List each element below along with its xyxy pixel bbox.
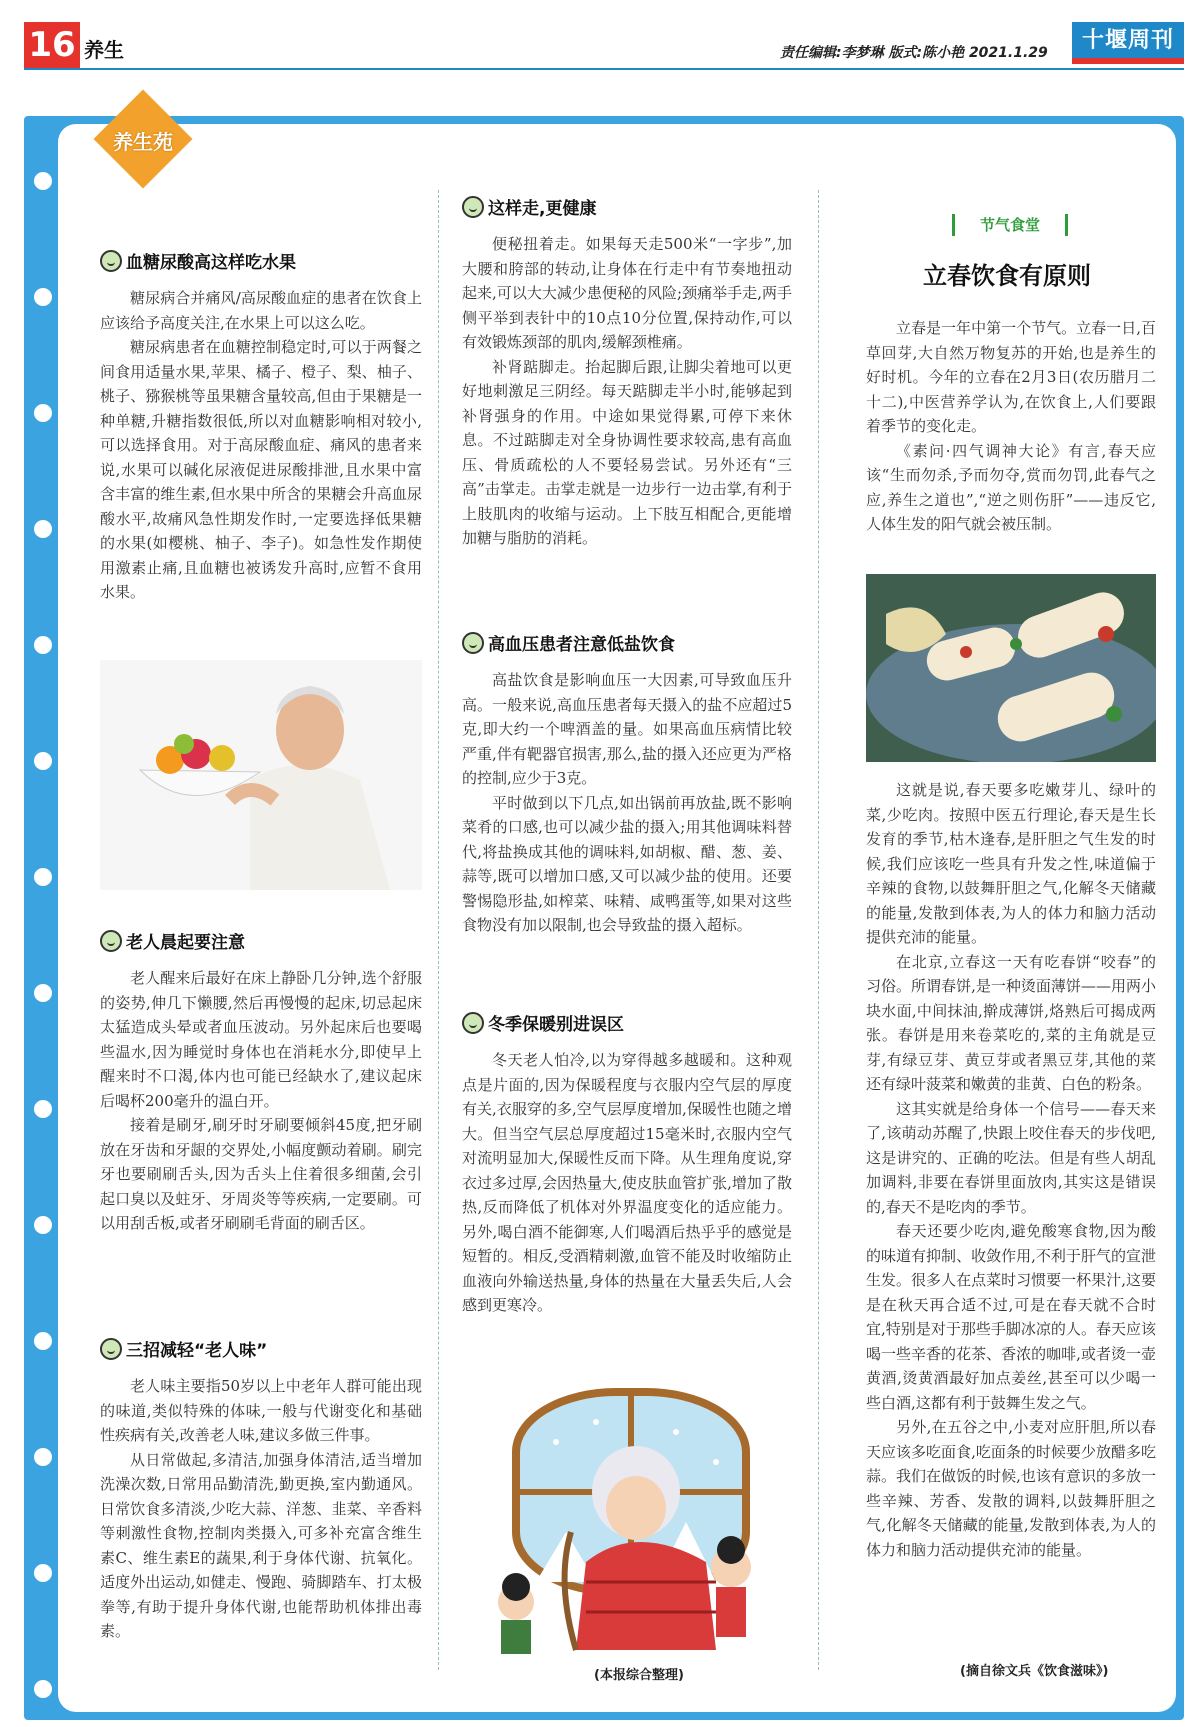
paragraph: 春天还要少吃肉,避免酸寒食物,因为酸的味道有抑制、收敛作用,不利于肝气的宣泄生发。很多人在点菜时习惯要一杯果汁,这要是在秋天再合适不过,可是在春天就不合时宜,特别是对于那些手脚冰凉的人。春天应该喝一些辛香的花茶、香浓的咖啡,或者烫一壶黄酒,烫黄酒最好加点姜丝,甚至可以少喝一些白酒,这都有利于鼓舞生发之气。	[866, 1222, 1156, 1412]
smiley-icon	[462, 632, 484, 654]
binder-hole	[34, 404, 52, 422]
paragraph: 立春是一年中第一个节气。立春一日,百草回芽,大自然万物复苏的开始,也是养生的好时机。今年的立春在2月3日(农历腊月二十二),中医营养学认为,在饮食上,人们要跟着季节的变化走。	[866, 319, 1156, 435]
section-title: 养生	[84, 38, 124, 62]
paragraph: 《素问·四气调神大论》有言,春天应该“生而勿杀,予而勿夺,赏而勿罚,此春气之应,养生之道也”,“逆之则伤肝”——违反它,人体生发的阳气就会被压制。	[866, 441, 1156, 533]
paragraph: 老人醒来后最好在床上静卧几分钟,选个舒服的姿势,伸几下懒腰,然后再慢慢的起床,切忌起床太猛造成头晕或者血压波动。另外起床后也要喝些温水,因为睡觉时身体也在消耗水分,即使早上醒来时不口渴,体内也可能已经缺水了,建议起床后喝杯200毫升的温白开。	[100, 969, 422, 1110]
paragraph: 这就是说,春天要多吃嫩芽儿、绿叶的菜,少吃肉。按照中医五行理论,春天是生长发育的季节,枯木逢春,是肝胆之气生发的时候,我们应该吃一些具有升发之性,味道偏于辛辣的食物,以鼓舞肝胆之气,化解冬天储藏的能量,发散到体表,为人的体力和脑力活动提供充沛的能量。	[866, 781, 1156, 946]
grandma-window-illustration	[476, 1382, 786, 1654]
article-body	[462, 1048, 792, 1318]
binder-hole	[34, 984, 52, 1002]
column-divider	[818, 190, 819, 1670]
binder-hole	[34, 1216, 52, 1234]
binder-hole	[34, 868, 52, 886]
column-divider	[438, 190, 439, 1670]
binder-hole	[34, 172, 52, 190]
binder-hole	[34, 1100, 52, 1118]
article-heading	[462, 194, 596, 219]
paragraph: 冬天老人怕冷,以为穿得越多越暖和。这种观点是片面的,因为保暖程度与衣服内空气层的厚度有关,衣服穿的多,空气层厚度增加,保暖性也随之增大。但当空气层总厚度超过15毫米时,衣服内空气对流明显加大,保暖性反而下降。从生理角度说,穿衣过多过厚,会因热量大,使皮肤血管扩张,增加了散热,反而降低了机体对外界温度变化的适应能力。另外,喝白酒不能御寒,人们喝酒后热乎乎的感觉是短暂的。相反,受酒精刺激,血管不能及时收缩防止血液向外输送热量,身体的热量在大量丢失后,人会感到更寒冷。	[462, 1051, 792, 1314]
heading-text: 冬季保暖别进误区	[488, 1015, 624, 1035]
paragraph: 便秘扭着走。如果每天走500米“一字步”,加大腰和胯部的转动,让身体在行走中有节奏地扭动起来,可以大大减少患便秘的风险;颈痛举手走,两手侧平举到表针中的10点10分位置,保持动作,可以有效锻炼颈部的肌肉,缓解颈椎痛。	[462, 235, 792, 351]
paragraph: 这其实就是给身体一个信号——春天来了,该萌动苏醒了,快跟上咬住春天的步伐吧,这是讲究的、正确的吃法。但是有些人胡乱加调料,非要在春饼里面放肉,其实这是错误的,春天不是吃肉的季节。	[866, 1099, 1156, 1216]
article-heading	[100, 928, 245, 953]
paragraph: 在北京,立春这一天有吃春饼“咬春”的习俗。所谓春饼,是一种烫面薄饼——用两小块水面,中间抹油,擀成薄饼,烙熟后可揭成两张。春饼是用来卷菜吃的,菜的主角就是豆芽,有绿豆芽、黄豆芽或者黑豆芽,其他的菜还有绿叶菠菜和嫩黄的韭黄、白色的粉条。	[866, 952, 1156, 1093]
article-heading	[100, 248, 296, 273]
photo-illustration	[100, 660, 422, 890]
paragraph: 补肾踮脚走。抬起脚后跟,让脚尖着地可以更好地刺激足三阴经。每天踮脚走半小时,能够起到补肾强身的作用。中途如果觉得累,可停下来休息。不过踮脚走对全身协调性要求较高,患有高血压、骨质疏松的人不要轻易尝试。另外还有“三高”击掌走。击掌走就是一边步行一边击掌,有利于上肢肌肉的收缩与运动。上下肢互相配合,更能增加糖与脂肪的消耗。	[462, 357, 792, 547]
paragraph: 老人味主要指50岁以上中老年人群可能出现的味道,类似特殊的体味,一般与代谢变化和基础性疾病有关,改善老人味,建议多做三件事。	[100, 1377, 422, 1444]
spring-pancake-photo	[866, 574, 1156, 762]
smiley-icon	[100, 1338, 122, 1360]
article-body	[100, 966, 422, 1236]
binder-hole	[34, 288, 52, 306]
binder-hole	[34, 1332, 52, 1350]
binder-hole	[34, 636, 52, 654]
elderly-man-fruit-photo	[100, 660, 422, 890]
paragraph: 从日常做起,多清洁,加强身体清洁,适当增加洗澡次数,日常用品勤清洗,勤更换,室内勤通风。日常饮食多清淡,少吃大蒜、洋葱、韭菜、辛香料等刺激性食物,控制肉类摄入,可多补充富含维生素C、维生素E的蔬果,利于身体代谢、抗氧化。适度外出运动,如健走、慢跑、骑脚踏车、打太极拳等,有助于提升身体代谢,也能帮助机体排出毒素。	[100, 1450, 422, 1640]
paragraph: 高盐饮食是影响血压一大因素,可导致血压升高。一般来说,高血压患者每天摄入的盐不应超过5克,即大约一个啤酒盖的量。如果高血压病情比较严重,伴有靶器官损害,那么,盐的摄入还应更为严格的控制,应少于3克。	[462, 671, 792, 787]
article-heading	[462, 630, 675, 655]
article-body	[462, 668, 792, 938]
article-body	[100, 286, 422, 605]
brand-underline	[1072, 58, 1184, 64]
binder-hole	[34, 520, 52, 538]
smiley-icon	[462, 196, 484, 218]
smiley-icon	[462, 1012, 484, 1034]
article-heading	[462, 1010, 624, 1035]
smiley-icon	[100, 930, 122, 952]
heading-text: 这样走,更健康	[488, 199, 597, 219]
article-body	[866, 778, 1156, 1562]
paragraph: 接着是刷牙,刷牙时牙刷要倾斜45度,把牙刷放在牙齿和牙龈的交界处,小幅度颤动着刷。刷完牙也要刷刷舌头,因为舌头上住着很多细菌,会引起口臭以及蛀牙、牙周炎等等疾病,一定要刷。可以用刮舌板,或者牙刷刷毛背面的刷舌区。	[100, 1116, 422, 1232]
paragraph: 平时做到以下几点,如出锅前再放盐,既不影响菜肴的口感,也可以减少盐的摄入;用其他调味料替代,将盐换成其他的调味料,如胡椒、醋、葱、姜、蒜等,既可以增加口感,又可以减少盐的使用。还要警惕隐形盐,如榨菜、味精、咸鸭蛋等,如果对这些食物没有加以限制,也会导致盐的摄入超标。	[462, 793, 792, 934]
binder-hole	[34, 1680, 52, 1698]
heading-text: 老人晨起要注意	[126, 933, 245, 953]
binder-hole	[34, 1448, 52, 1466]
caption: (本报综合整理)	[594, 1668, 684, 1683]
article-title: 立春饮食有原则	[923, 261, 1091, 290]
paragraph: 糖尿病患者在血糖控制稳定时,可以于两餐之间食用适量水果,苹果、橘子、橙子、梨、柚子、桃子、猕猴桃等虽果糖含量较高,但由于果糖是一种单糖,升糖指数很低,所以对血糖影响相对较小,可以选择食用。对于高尿酸血症、痛风的患者来说,水果可以碱化尿液促进尿酸排泄,且水果中富含丰富的维生素,但水果中所含的果糖会升高血尿酸水平,故痛风急性期发作时,一定要选择低果糖的水果(如樱桃、柚子、李子)。如急性发作期使用激素止痛,且血糖也被诱发升高时,应暂不食用水果。	[100, 338, 422, 601]
photo-illustration	[866, 574, 1156, 762]
caption: (摘自徐文兵《饮食滋味》)	[960, 1664, 1109, 1679]
article-body	[100, 1374, 422, 1644]
article-body	[866, 316, 1156, 537]
editor-line: 责任编辑:李梦琳 版式:陈小艳 2021.1.29	[780, 45, 1048, 61]
heading-text: 高血压患者注意低盐饮食	[488, 635, 675, 655]
heading-text: 三招减轻“老人味”	[126, 1341, 268, 1361]
header-rule	[24, 68, 1184, 70]
heading-text: 血糖尿酸高这样吃水果	[126, 253, 296, 273]
smiley-icon	[100, 250, 122, 272]
column-kicker: 节气食堂	[952, 214, 1068, 236]
paragraph: 另外,在五谷之中,小麦对应肝胆,所以春天应该多吃面食,吃面条的时候要少放醋多吃蒜。我们在做饭的时候,也该有意识的多放一些辛辣、芳香、发散的调料,以鼓舞肝胆之气,化解冬天储藏的能量,发散到体表,为人的体力和脑力活动提供充沛的能量。	[866, 1418, 1156, 1559]
article-body	[462, 232, 792, 551]
binder-hole	[34, 752, 52, 770]
section-badge-label: 养生苑	[113, 130, 173, 154]
brand-logo: 十堰周刊	[1072, 22, 1184, 58]
article-heading	[100, 1336, 267, 1361]
binder-hole	[34, 1564, 52, 1582]
page-number: 16	[24, 22, 80, 68]
paragraph: 糖尿病合并痛风/高尿酸血症的患者在饮食上应该给予高度关注,在水果上可以这么吃。	[100, 289, 422, 332]
illustration	[476, 1382, 786, 1654]
